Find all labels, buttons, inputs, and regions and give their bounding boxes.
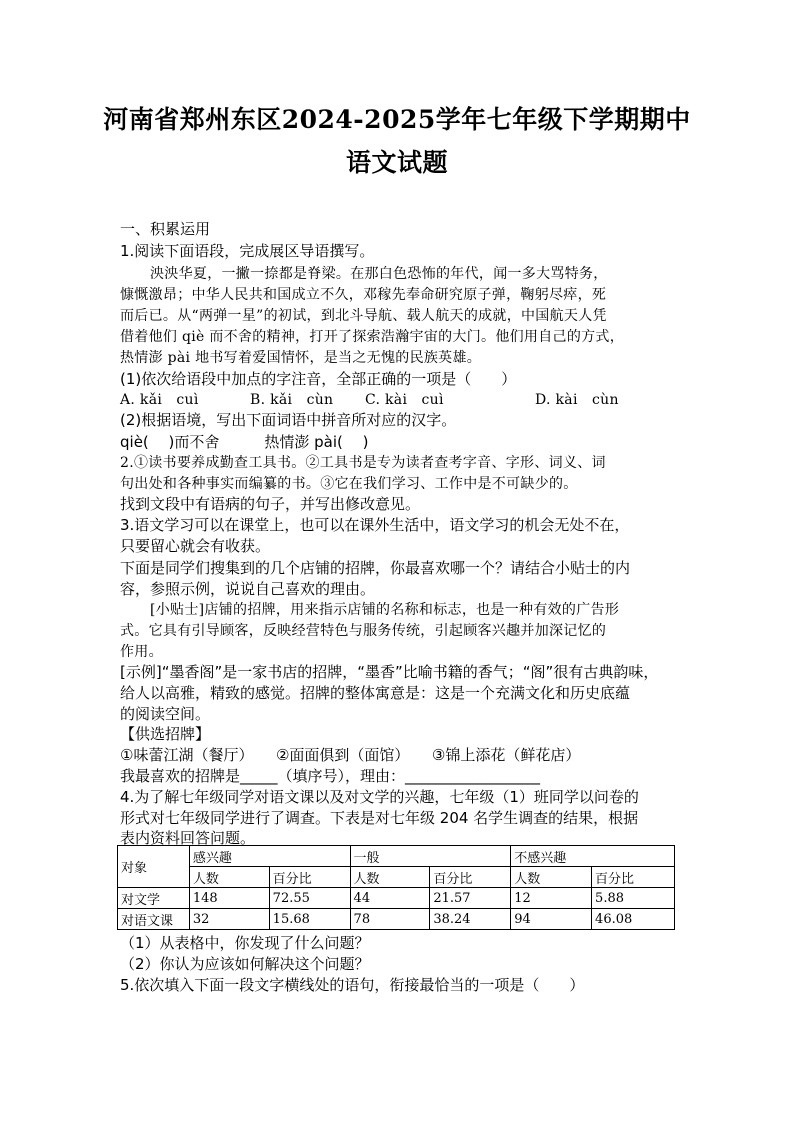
option-c: C. kài cuì — [365, 392, 444, 408]
table-cell: 12 — [511, 888, 592, 909]
survey-table — [117, 845, 675, 930]
option-b: B. kǎi cùn — [250, 392, 334, 408]
table-subheader-cell: 人数 — [511, 867, 592, 888]
table-cell: 94 — [511, 909, 592, 930]
question-2-ask: 找到文段中有语病的句子，并写出修改意见。 — [120, 495, 421, 513]
example-line: [示例]“墨香阁”是一家书店的招牌，“墨香”比喻书籍的香气；“阁”很有古典韵味， — [120, 663, 659, 681]
passage-line: 热情澎 pài 地书写着爱国情怀，是当之无愧的民族英雄。 — [120, 350, 482, 366]
table-subheader-row — [118, 867, 675, 888]
question-3-line: 只要留心就会有收获。 — [120, 537, 271, 555]
table-header-cell: 感兴趣 — [189, 846, 350, 867]
table-cell: 38.24 — [430, 909, 511, 930]
question-3-line: 容，参照示例，说说自己喜欢的理由。 — [120, 580, 376, 598]
table-cell: 44 — [350, 888, 430, 909]
table-subheader-cell: 人数 — [350, 867, 430, 888]
question-3-line: 下面是同学们搜集到的几个店铺的招牌，你最喜欢哪一个？请结合小贴士的内 — [120, 559, 631, 577]
table-cell: 对语文课 — [118, 909, 190, 930]
exam-title: 河南省郑州东区2024-2025学年七年级下学期期中 — [103, 105, 691, 134]
table-cell: 15.68 — [269, 909, 350, 930]
table-cell: 32 — [189, 909, 269, 930]
tip-line: 作用。 — [120, 644, 163, 660]
tip-line: [小贴士]店铺的招牌，用来指示店铺的名称和标志，也是一种有效的广告形 — [150, 602, 620, 618]
passage-line: 而后已。从“两弹一星”的初试，到北斗导航、载人航天的成就，中国航天人凭 — [120, 308, 607, 324]
table-cell: 对文学 — [118, 888, 190, 909]
example-line: 的阅读空间。 — [120, 705, 211, 723]
question-5-stem: 5.依次填入下面一段文字横线处的语句，衔接最恰当的一项是（ ） — [120, 976, 585, 994]
table-row — [118, 909, 675, 930]
question-2-line: 2.①读书要养成勤查工具书。②工具书是专为读者查考字音、字形、词义、词 — [120, 455, 606, 471]
answer-line: 我最喜欢的招牌是_____（填序号），理由：__________________ — [120, 767, 541, 785]
table-cell: 21.57 — [430, 888, 511, 909]
table-header-cell: 一般 — [350, 846, 511, 867]
passage-line: 泱泱华夏，一撇一捺都是脊梁。在那白色恐怖的年代，闻一多大骂特务， — [150, 266, 608, 282]
table-header-row — [118, 846, 675, 867]
question-1-sub2: (2)根据语境，写出下面词语中拼音所对应的汉字。 — [120, 411, 457, 429]
question-2-line: 句出处和各种事实而编纂的书。③它在我们学习、工作中是不可缺少的。 — [120, 476, 578, 492]
table-subheader-cell: 百分比 — [430, 867, 511, 888]
example-line: 给人以高雅，精致的感觉。招牌的整体寓意是：这是一个充满文化和历史底蕴 — [120, 684, 631, 702]
table-subheader-cell: 百分比 — [269, 867, 350, 888]
question-4-line: 表内资料回答问题。 — [120, 829, 256, 847]
option-d: D. kài cùn — [535, 392, 619, 408]
passage-line: 慷慨激昂；中华人民共和国成立不久，邓稼先奉命研究原子弹，鞠躬尽瘁，死 — [120, 287, 607, 303]
option-a: A. kǎi cuì — [120, 392, 199, 408]
signs-list: ①味蕾江湖（餐厅） ②面面俱到（面馆） ③锦上添花（鲜花店） — [120, 746, 581, 764]
table-cell: 5.88 — [592, 888, 675, 909]
table-header-cell: 对象 — [118, 846, 190, 888]
pinyin-fill: qiè( )而不舍 热情澎 pài( ) — [120, 433, 369, 451]
table-cell: 78 — [350, 909, 430, 930]
question-4-sub2: （2）你认为应该如何解决这个问题？ — [120, 955, 370, 973]
question-3-line: 3.语文学习可以在课堂上，也可以在课外生活中，语文学习的机会无处不在， — [120, 516, 630, 534]
table-cell: 148 — [189, 888, 269, 909]
question-1-stem: 1.阅读下面语段，完成展区导语撰写。 — [120, 242, 375, 260]
question-1-sub1: (1)依次给语段中加点的字注音，全部正确的一项是（ ） — [120, 370, 517, 388]
question-4-sub1: （1）从表格中，你发现了什么问题？ — [120, 934, 370, 952]
passage-line: 借着他们 qiè 而不舍的精神，打开了探索浩瀚宇宙的大门。他们用自己的方式， — [120, 329, 625, 345]
signs-header: 【供选招牌】 — [120, 725, 211, 743]
table-row — [118, 888, 675, 909]
table-subheader-cell: 人数 — [189, 867, 269, 888]
question-4-line: 形式对七年级同学进行了调查。下表是对七年级 204 名学生调查的结果，根据 — [120, 809, 639, 827]
exam-subtitle: 语文试题 — [345, 148, 448, 177]
table-cell: 72.55 — [269, 888, 350, 909]
table-header-cell: 不感兴趣 — [511, 846, 675, 867]
table-subheader-cell: 百分比 — [592, 867, 675, 888]
tip-line: 式。它具有引导顾客，反映经营特色与服务传统，引起顾客兴趣并加深记忆的 — [120, 623, 607, 639]
section-heading: 一、积累运用 — [120, 220, 211, 238]
question-4-line: 4.为了解七年级同学对语文课以及对文学的兴趣，七年级（1）班同学以问卷的 — [120, 788, 639, 806]
table-cell: 46.08 — [592, 909, 675, 930]
